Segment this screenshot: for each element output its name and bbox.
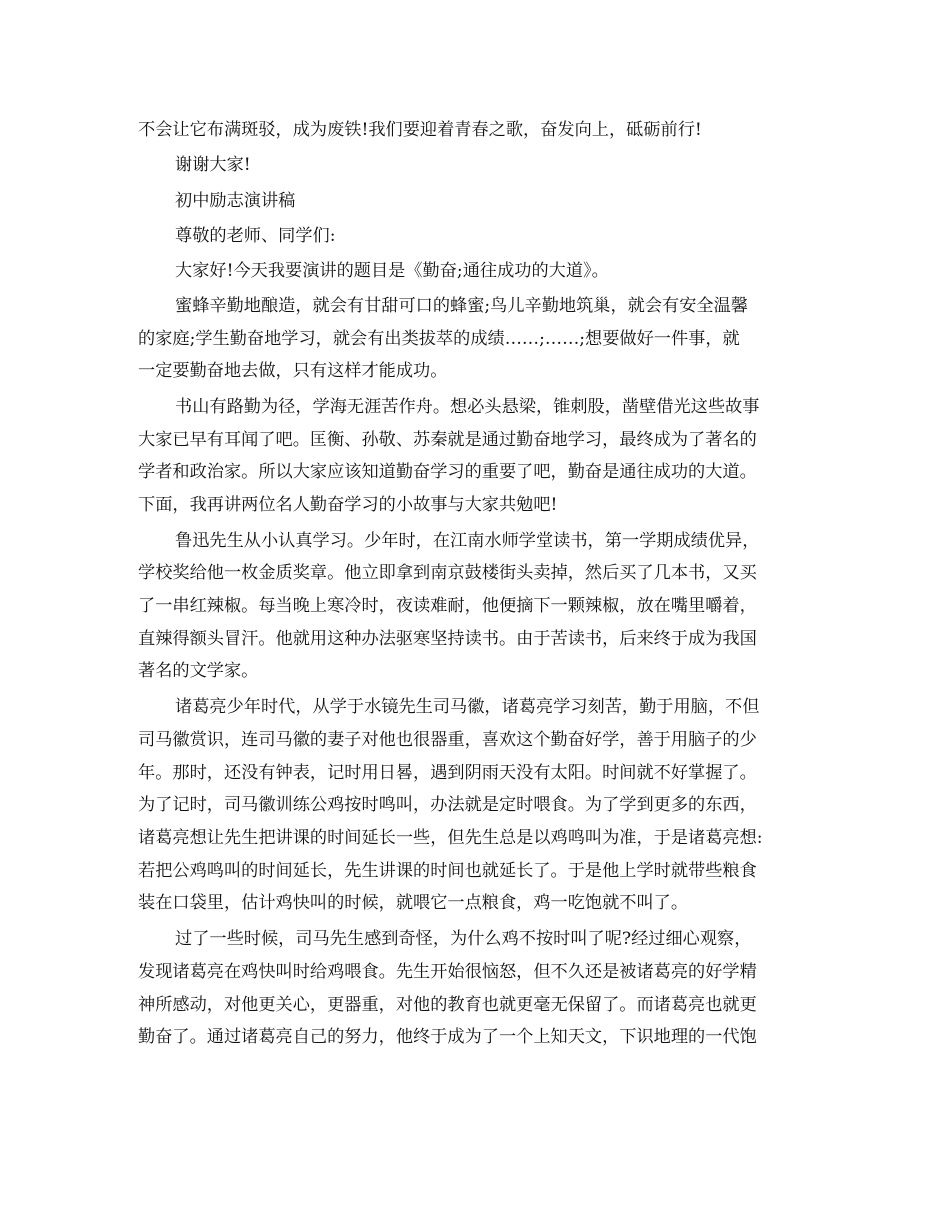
text-line: 尊敬的老师、同学们: [175, 226, 336, 246]
text-line: 大家已早有耳闻了吧。匡衡、孙敬、苏秦就是通过勤奋地学习，最终成为了著名的 [138, 430, 757, 450]
text-line: 的家庭;学生勤奋地学习，就会有出类拔萃的成绩……;……;想要做好一件事，就 [138, 329, 740, 349]
text-line: 神所感动，对他更关心，更器重，对他的教育也就更毫无保留了。而诸葛亮也就更 [138, 995, 757, 1015]
text-line: 直辣得额头冒汗。他就用这种办法驱寒坚持读书。由于苦读书，后来终于成为我国 [138, 629, 757, 649]
text-line: 了一串红辣椒。每当晚上寒冷时，夜读难耐，他便摘下一颗辣椒，放在嘴里嚼着， [138, 596, 757, 616]
text-line: 年。那时，还没有钟表，记时用日晷，遇到阴雨天没有太阳。时间就不好掌握了。 [138, 763, 757, 783]
text-line: 学校奖给他一枚金质奖章。他立即拿到南京鼓楼街头卖掉，然后买了几本书，又买 [138, 563, 757, 583]
text-line: 为了记时，司马徽训练公鸡按时鸣叫，办法就是定时喂食。为了学到更多的东西， [138, 795, 757, 815]
text-line: 诸葛亮想让先生把讲课的时间延长一些，但先生总是以鸡鸣叫为准，于是诸葛亮想: [138, 828, 763, 848]
text-line: 蜜蜂辛勤地酿造，就会有甘甜可口的蜂蜜;鸟儿辛勤地筑巢，就会有安全温馨 [175, 296, 748, 316]
text-line: 著名的文学家。 [138, 661, 259, 681]
text-line: 诸葛亮少年时代，从学于水镜先生司马徽，诸葛亮学习刻苦，勤于用脑，不但 [175, 697, 760, 717]
text-line: 一定要勤奋地去做，只有这样才能成功。 [138, 361, 448, 381]
text-line: 鲁迅先生从小认真学习。少年时，在江南水师学堂读书，第一学期成绩优异， [175, 531, 760, 551]
text-line: 下面，我再讲两位名人勤奋学习的小故事与大家共勉吧! [138, 495, 558, 515]
text-line: 书山有路勤为径，学海无涯苦作舟。想必头悬梁，锥刺股，凿壁借光这些故事 [175, 397, 760, 417]
text-line: 装在口袋里，估计鸡快叫的时候，就喂它一点粮食，鸡一吃饱就不叫了。 [138, 893, 689, 913]
text-line: 大家好!今天我要演讲的题目是《勤奋;通往成功的大道》。 [175, 261, 609, 281]
text-line: 司马徽赏识，连司马徽的妻子对他也很器重，喜欢这个勤奋好学，善于用脑子的少 [138, 730, 757, 750]
text-line: 勤奋了。通过诸葛亮自己的努力，他终于成为了一个上知天文，下识地理的一代饱 [138, 1027, 757, 1047]
text-line: 谢谢大家! [175, 155, 251, 175]
text-line: 若把公鸡鸣叫的时间延长，先生讲课的时间也就延长了。于是他上学时就带些粮食 [138, 861, 757, 881]
text-line: 过了一些时候，司马先生感到奇怪，为什么鸡不按时叫了呢?经过细心观察， [175, 929, 752, 949]
text-line: 发现诸葛亮在鸡快叫时给鸡喂食。先生开始很恼怒，但不久还是被诸葛亮的好学精 [138, 962, 757, 982]
text-line: 学者和政治家。所以大家应该知道勤奋学习的重要了吧，勤奋是通往成功的大道。 [138, 462, 757, 482]
text-line: 初中励志演讲稿 [175, 191, 296, 211]
text-line: 不会让它布满斑驳，成为废铁!我们要迎着青春之歌，奋发向上，砥砺前行! [138, 120, 702, 140]
